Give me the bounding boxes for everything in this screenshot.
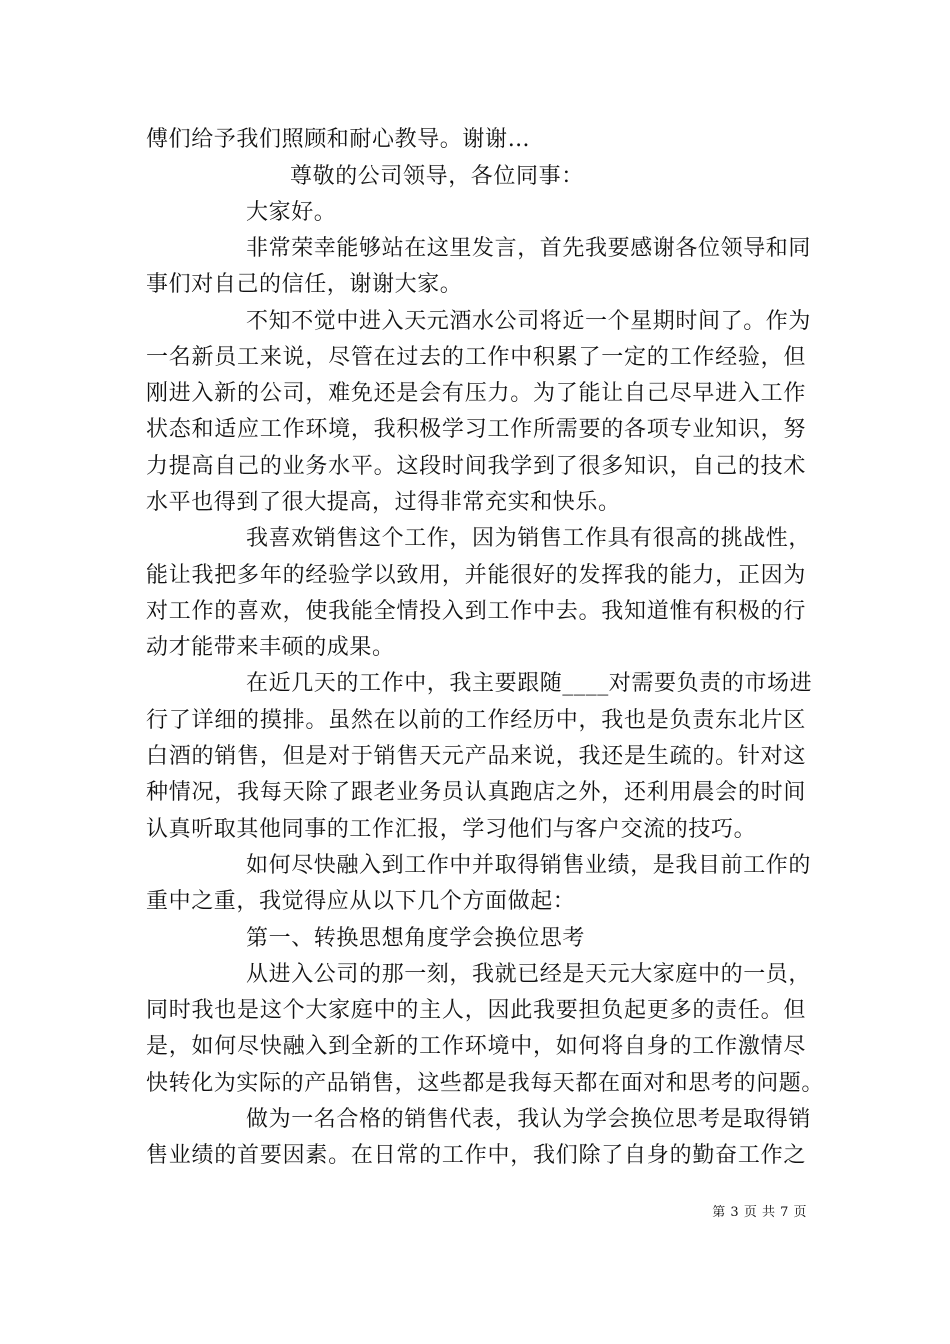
text-line: 做为一名合格的销售代表，我认为学会换位思考是取得销 <box>246 1107 812 1132</box>
salutation-line: 尊敬的公司领导，各位同事： <box>290 164 584 189</box>
text-line: 力提高自己的业务水平。这段时间我学到了很多知识，自己的技术 <box>146 454 806 479</box>
text-line: 重中之重，我觉得应从以下几个方面做起： <box>146 889 576 914</box>
text-line: 在近几天的工作中，我主要跟随____对需要负责的市场进 <box>246 671 813 696</box>
text-line: 一名新员工来说，尽管在过去的工作中积累了一定的工作经验，但 <box>146 345 806 370</box>
text-line: 售业绩的首要因素。在日常的工作中，我们除了自身的勤奋工作之 <box>146 1143 806 1168</box>
text-line: 行了详细的摸排。虽然在以前的工作经历中，我也是负责东北片区 <box>146 708 806 733</box>
text-line: 动才能带来丰硕的成果。 <box>146 635 395 660</box>
text-line: 同时我也是这个大家庭中的主人，因此我要担负起更多的责任。但 <box>146 998 806 1023</box>
text-line: 能让我把多年的经验学以致用，并能很好的发挥我的能力，正因为 <box>146 563 806 588</box>
text-line: 水平也得到了很大提高，过得非常充实和快乐。 <box>146 490 621 515</box>
text-line: 事们对自己的信任，谢谢大家。 <box>146 272 463 297</box>
text-line: 认真听取其他同事的工作汇报，学习他们与客户交流的技巧。 <box>146 817 757 842</box>
text-line: 快转化为实际的产品销售，这些都是我每天都在面对和思考的问题。 <box>146 1071 825 1096</box>
text-line: 傅们给予我们照顾和耐心教导。谢谢… <box>146 127 531 152</box>
text-line: 状态和适应工作环境，我积极学习工作所需要的各项专业知识，努 <box>146 417 806 442</box>
text-line: 刚进入新的公司，难免还是会有压力。为了能让自己尽早进入工作 <box>146 381 806 406</box>
text-line: 非常荣幸能够站在这里发言，首先我要感谢各位领导和同 <box>246 236 812 261</box>
text-line: 对工作的喜欢，使我能全情投入到工作中去。我知道惟有积极的行 <box>146 599 806 624</box>
text-line: 不知不觉中进入天元酒水公司将近一个星期时间了。作为 <box>246 309 812 334</box>
section-heading: 第一、转换思想角度学会换位思考 <box>246 926 586 951</box>
page-number: 第 3 页 共 7 页 <box>712 1205 807 1220</box>
greeting-line: 大家好。 <box>246 200 337 225</box>
text-line: 从进入公司的那一刻，我就已经是天元大家庭中的一员， <box>246 962 812 987</box>
text-line: 白酒的销售，但是对于销售天元产品来说，我还是生疏的。针对这 <box>146 744 806 769</box>
text-line: 如何尽快融入到工作中并取得销售业绩，是我目前工作的 <box>246 853 812 878</box>
text-line: 是，如何尽快融入到全新的工作环境中，如何将自身的工作激情尽 <box>146 1034 806 1059</box>
text-line: 种情况，我每天除了跟老业务员认真跑店之外，还利用晨会的时间 <box>146 780 806 805</box>
text-line: 我喜欢销售这个工作，因为销售工作具有很高的挑战性， <box>246 526 812 551</box>
